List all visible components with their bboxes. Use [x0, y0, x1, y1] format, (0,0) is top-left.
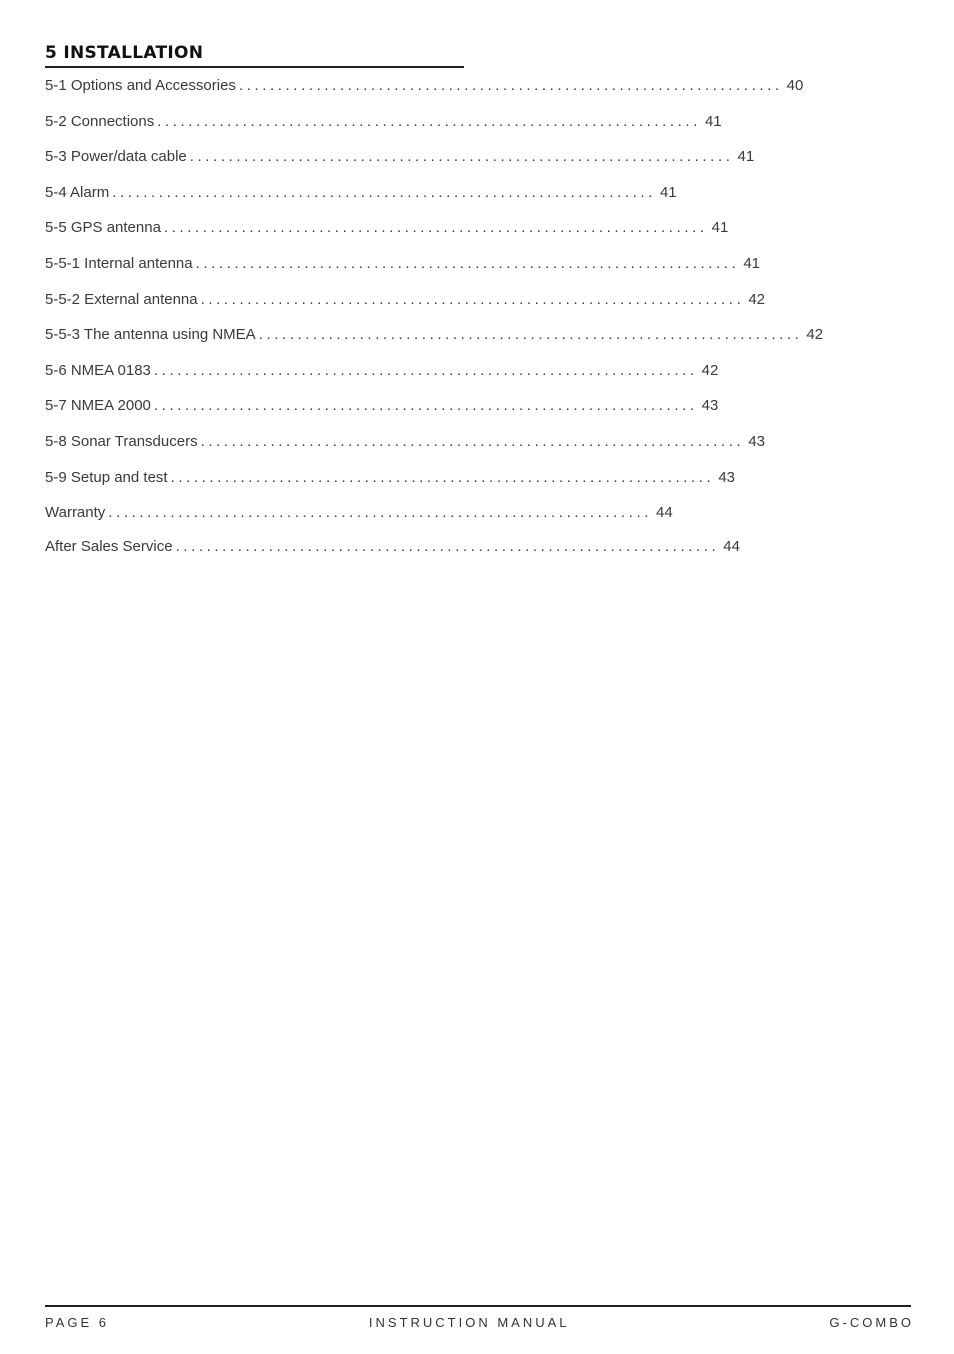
toc-entry[interactable]: [45, 254, 761, 291]
toc-entry-page: 43: [748, 432, 765, 450]
toc-entry[interactable]: [45, 77, 804, 113]
toc-entry-label: 5-6 NMEA 0183: [45, 361, 151, 379]
toc-entry-label: 5-5 GPS antenna: [45, 219, 161, 237]
dot-leader: ......................................................................: [175, 537, 720, 555]
toc-entry-page: 44: [723, 537, 740, 555]
toc-entry-page: 43: [718, 468, 736, 486]
toc-entry-page: 41: [659, 183, 677, 201]
toc-entry-label: 5-7 NMEA 2000: [45, 397, 151, 415]
toc-section: [45, 40, 824, 571]
toc-entry[interactable]: [45, 219, 729, 255]
footer-page-number: PAGE 6: [45, 1315, 110, 1330]
toc-entry[interactable]: [45, 468, 736, 505]
dot-leader: ......................................................................: [157, 112, 701, 130]
toc-entry-page: 42: [806, 326, 824, 344]
toc-entry[interactable]: [45, 432, 765, 469]
toc-entry-page: 41: [743, 254, 761, 272]
dot-leader: ......................................................................: [153, 397, 698, 415]
toc-entry[interactable]: [45, 326, 824, 362]
toc-entry-page: 40: [786, 77, 804, 94]
toc-entry-label: 5-5-1 Internal antenna: [45, 254, 193, 272]
dot-leader: ......................................................................: [200, 432, 745, 450]
dot-leader: ......................................................................: [108, 504, 653, 522]
toc-entry-label: 5-9 Setup and test: [45, 468, 168, 486]
dot-leader: ......................................................................: [153, 361, 698, 379]
page-footer: [45, 1305, 914, 1330]
toc-entry-label: 5-5-2 External antenna: [45, 290, 198, 308]
toc-entry-label: After Sales Service: [45, 537, 173, 555]
dot-leader: ......................................................................: [238, 77, 783, 94]
toc-entry[interactable]: [45, 112, 722, 149]
dot-leader: ......................................................................: [200, 290, 745, 308]
toc-entry-label: 5-5-3 The antenna using NMEA: [45, 326, 256, 344]
toc-entry-label: 5-4 Alarm: [45, 183, 110, 201]
dot-leader: ......................................................................: [195, 254, 740, 272]
toc-entry-page: 42: [701, 361, 719, 379]
toc-entry[interactable]: [45, 183, 677, 220]
toc-entry-page: 42: [748, 290, 766, 308]
toc-entry-label: 5-3 Power/data cable: [45, 148, 187, 166]
toc-entry[interactable]: [45, 537, 740, 572]
toc-entry-label: 5-8 Sonar Transducers: [45, 432, 198, 450]
toc-entry-page: 41: [704, 112, 722, 130]
toc-entry[interactable]: [45, 148, 755, 184]
toc-entry[interactable]: [45, 290, 766, 327]
dot-leader: ......................................................................: [170, 468, 715, 486]
toc-entry-page: 44: [656, 504, 673, 522]
dot-leader: ......................................................................: [163, 219, 708, 237]
section-title: 5 INSTALLATION: [45, 40, 464, 68]
dot-leader: ......................................................................: [112, 183, 656, 201]
dot-leader: ......................................................................: [189, 148, 734, 166]
toc-entry-label: 5-1 Options and Accessories: [45, 77, 236, 94]
toc-entry[interactable]: [45, 397, 719, 433]
toc-entry[interactable]: [45, 361, 719, 398]
toc-entry-page: 41: [711, 219, 729, 237]
footer-document-title: INSTRUCTION MANUAL: [368, 1315, 570, 1330]
toc-entry-label: 5-2 Connections: [45, 112, 155, 130]
toc-entry-label: Warranty: [45, 504, 106, 522]
footer-product-name: G-COMBO: [829, 1315, 914, 1330]
toc-entry-page: 41: [737, 148, 755, 166]
toc-entry[interactable]: [45, 504, 673, 538]
toc-list: [45, 77, 824, 571]
dot-leader: ......................................................................: [258, 326, 803, 344]
toc-entry-page: 43: [701, 397, 719, 415]
